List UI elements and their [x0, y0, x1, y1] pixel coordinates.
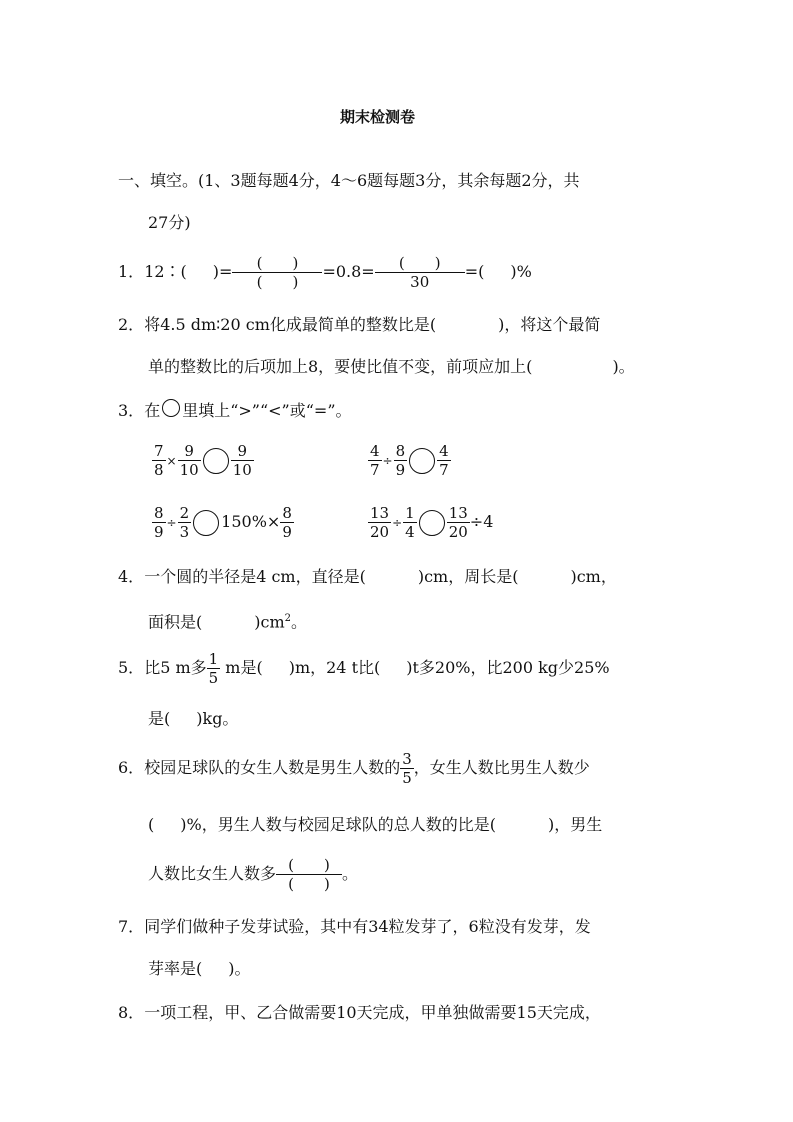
fraction [368, 505, 391, 540]
fraction-numerator: 9 [178, 443, 201, 461]
question-number: 5． [118, 658, 145, 677]
q1-text-a: 12∶( [144, 262, 187, 281]
q6-line3-a: 人数比女生人数多 [148, 864, 277, 883]
compare-circle[interactable] [419, 510, 445, 536]
q3-compare-1 [152, 438, 254, 483]
q6-fraction-blank [276, 857, 342, 892]
question-6 [118, 746, 590, 790]
fraction-denominator: 7 [439, 461, 449, 479]
fraction-denominator: ( ) [256, 273, 299, 291]
fraction-denominator: 3 [179, 523, 190, 541]
section-heading-line2: 27分) [148, 213, 191, 232]
q3-compare-3 [152, 500, 294, 545]
fraction [178, 443, 201, 478]
fraction-denominator: 5 [208, 669, 219, 687]
fraction-numerator: 8 [395, 442, 406, 460]
fraction [207, 651, 221, 686]
fraction-denominator: 20 [448, 523, 468, 541]
section-heading-line1: 一、填空。(1、3题每题4分，4～6题每题3分，其余每题2分，共 [118, 171, 580, 190]
q7-line2-b: )。 [228, 959, 251, 978]
fraction-numerator: 2 [179, 504, 190, 522]
multiply-sign: × [166, 453, 177, 468]
fraction [403, 505, 417, 540]
question-number: 6． [118, 758, 145, 777]
q6-line2-b: )%，男生人数与校园足球队的总人数的比是( [180, 815, 496, 834]
fraction-numerator: 9 [231, 443, 254, 461]
question-8 [118, 1002, 601, 1024]
section-heading [118, 170, 580, 192]
question-number: 8． [118, 1003, 145, 1022]
q4-line1-a: 一个圆的半径是4 cm，直径是( [144, 567, 366, 586]
fraction-denominator: 10 [179, 461, 199, 479]
fraction-denominator: 4 [405, 523, 415, 541]
q3-text-a: 在 [144, 401, 161, 420]
question-6-cont [148, 814, 602, 836]
q7-line2-a: 芽率是( [148, 959, 203, 978]
q3-compare-2 [368, 438, 451, 483]
q7-line1: 同学们做种子发芽试验，其中有34粒发芽了，6粒没有发芽，发 [144, 917, 591, 936]
q3-text-div4: ÷4 [469, 512, 494, 531]
question-4-cont [148, 608, 307, 633]
divide-sign: ÷ [166, 515, 177, 530]
fraction-denominator: 9 [282, 523, 292, 541]
fraction-numerator: ( ) [276, 857, 342, 875]
q1-text-e: )% [510, 262, 532, 281]
q6-line2-c: )，男生 [547, 815, 603, 834]
question-number: 7． [118, 917, 145, 936]
question-7 [118, 916, 591, 938]
q5-line2-b: )kg。 [196, 709, 239, 728]
section-heading-cont [148, 212, 191, 234]
fraction [152, 505, 166, 540]
fraction-numerator: ( ) [375, 255, 465, 273]
fraction-numerator: ( ) [232, 255, 322, 273]
q4-line1-c: )cm， [570, 567, 617, 586]
fraction-numerator: 1 [405, 504, 415, 522]
circle-blank[interactable] [162, 399, 180, 417]
q5-text-a: 比5 m多 [144, 658, 207, 677]
fraction [437, 443, 451, 478]
q5-text-c: )m，24 t比( [288, 658, 381, 677]
q6-line1-b: ，女生人数比男生人数少 [413, 758, 590, 777]
fraction [368, 443, 382, 478]
q3-compare-4 [368, 500, 493, 545]
q1-text-d: =( [464, 262, 485, 281]
fraction-numerator: 13 [448, 504, 468, 522]
q4-line2-c: 。 [291, 612, 308, 632]
fraction [178, 505, 192, 540]
q6-line3-b: 。 [342, 864, 359, 883]
q6-line2-a: ( [148, 815, 155, 834]
divide-sign: ÷ [392, 515, 403, 530]
q4-line2-b: )cm [254, 612, 285, 632]
fraction-numerator: 13 [370, 504, 390, 522]
fraction [231, 443, 254, 478]
q2-line2-b: )。 [612, 357, 635, 376]
fraction-denominator: 30 [410, 273, 430, 291]
q5-text-d: )t多20%，比200 kg少25% [406, 658, 610, 677]
fraction-numerator: 4 [439, 442, 449, 460]
question-4 [118, 566, 617, 588]
fraction [152, 443, 166, 478]
question-3 [118, 400, 352, 422]
fraction-numerator: 3 [402, 750, 412, 768]
q4-superscript: 2 [284, 613, 291, 624]
question-2 [118, 314, 600, 336]
q4-line2-a: 面积是( [148, 612, 203, 632]
question-2-cont [148, 356, 635, 378]
q1-text-b: )= [212, 262, 233, 281]
q5-text-b: m是( [220, 658, 263, 677]
fraction-denominator: 5 [402, 769, 412, 787]
q1-fraction-2 [375, 255, 465, 290]
q1-text-c: =0.8= [322, 262, 375, 281]
fraction-numerator: 8 [282, 504, 292, 522]
q2-line2-a: 单的整数比的后项加上8，要使比值不变，前项应加上( [148, 357, 533, 376]
fraction [280, 505, 294, 540]
q2-line1-a: 将4.5 dm∶20 cm化成最简单的整数比是( [144, 315, 437, 334]
fraction-denominator: 7 [370, 461, 380, 479]
question-5 [118, 646, 610, 690]
compare-circle[interactable] [193, 510, 219, 536]
fraction-denominator: 20 [370, 523, 390, 541]
question-number: 3． [118, 401, 145, 420]
question-6-cont-2 [148, 852, 358, 896]
question-5-cont [148, 708, 238, 730]
fraction [394, 443, 408, 478]
fraction [447, 505, 470, 540]
q3-text-percent: 150%× [221, 512, 281, 531]
fraction-numerator: 7 [154, 442, 164, 460]
fraction [400, 751, 414, 786]
q8-line1: 一项工程，甲、乙合做需要10天完成，甲单独做需要15天完成， [144, 1003, 601, 1022]
question-number: 2． [118, 315, 145, 334]
divide-sign: ÷ [382, 453, 393, 468]
q4-line1-b: )cm，周长是( [417, 567, 519, 586]
question-7-cont [148, 958, 251, 980]
question-number: 1． [118, 262, 145, 281]
fraction-numerator: 4 [370, 442, 380, 460]
question-1 [118, 250, 532, 294]
compare-circle[interactable] [409, 448, 435, 474]
question-number: 4． [118, 567, 145, 586]
fraction-numerator: 1 [208, 650, 219, 668]
compare-circle[interactable] [203, 448, 229, 474]
q5-line2-a: 是( [148, 709, 171, 728]
fraction-numerator: 8 [154, 504, 164, 522]
fraction-denominator: 10 [232, 461, 252, 479]
page-title: 期末检测卷 [340, 108, 416, 126]
fraction-denominator: 9 [154, 523, 164, 541]
fraction-denominator: 8 [154, 461, 164, 479]
q1-fraction-1 [232, 255, 322, 290]
q2-line1-b: )，将这个最简 [498, 315, 601, 334]
fraction-denominator: 9 [395, 461, 406, 479]
q6-line1-a: 校园足球队的女生人数是男生人数的 [144, 758, 401, 777]
q3-text-b: 里填上“>”“<”或“=”。 [182, 401, 352, 420]
fraction-denominator: ( ) [288, 875, 330, 893]
